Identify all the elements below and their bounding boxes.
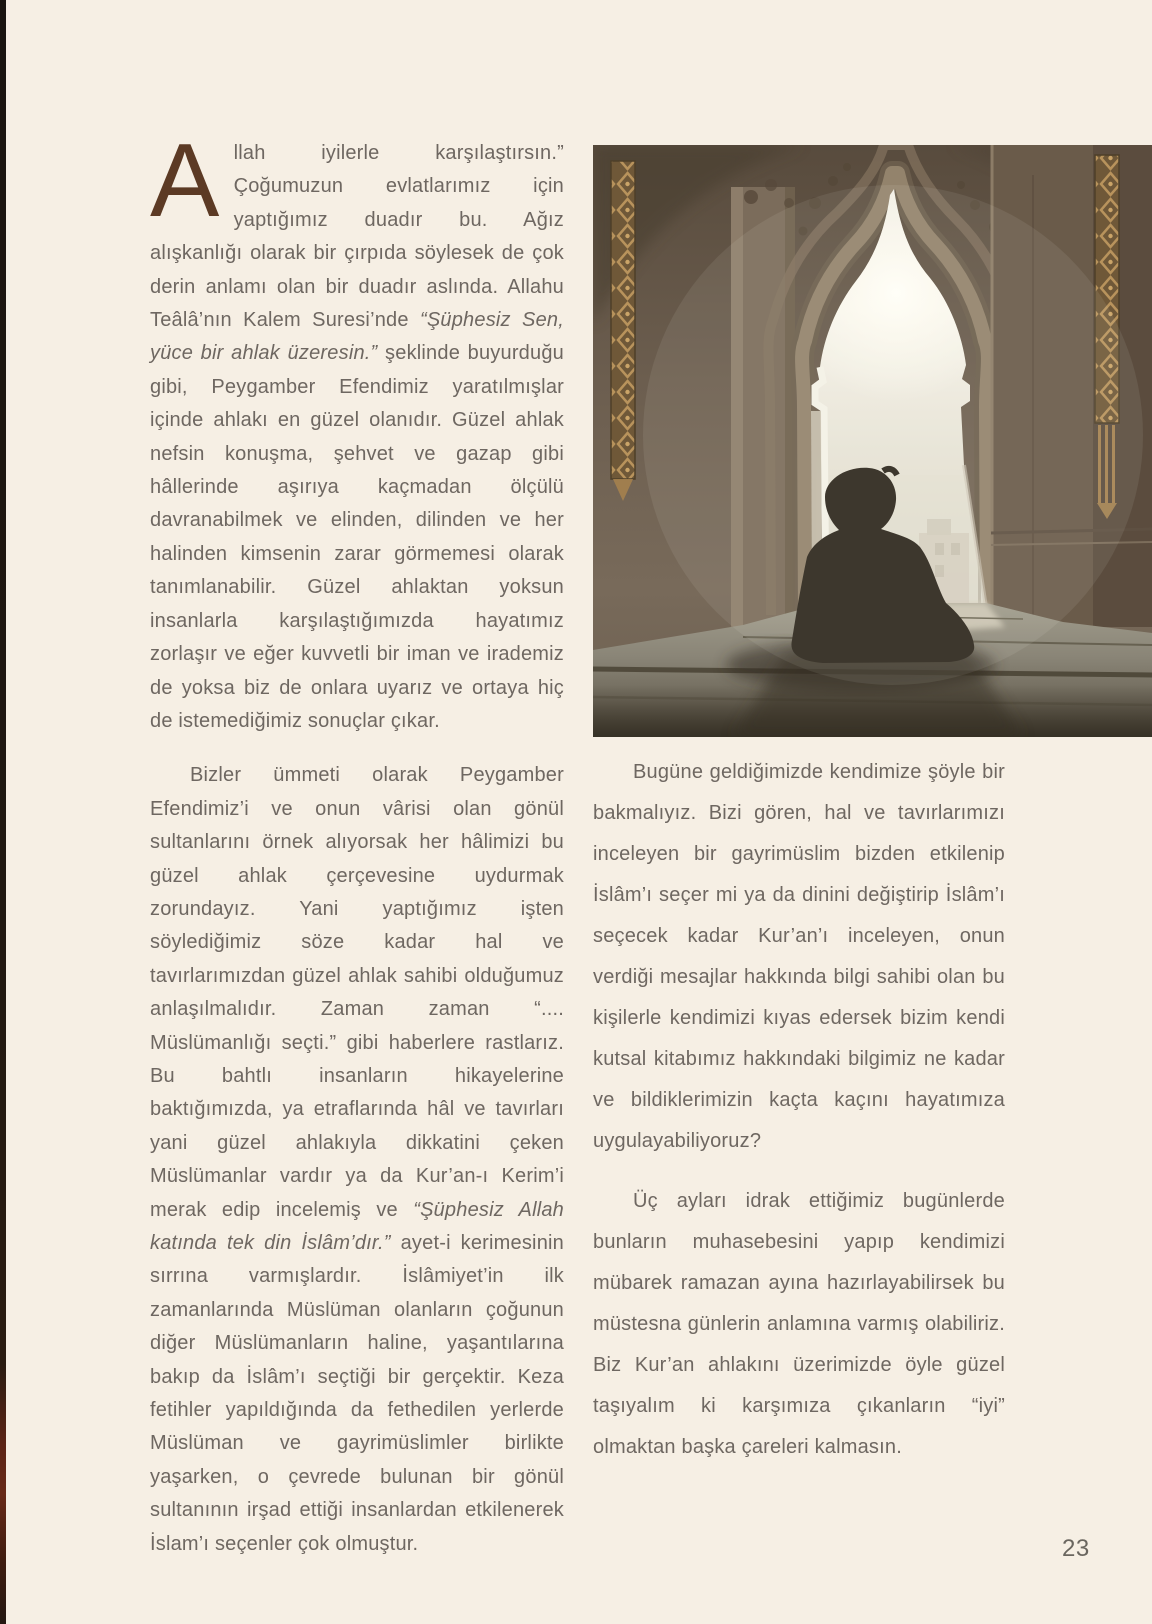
mosque-photo-illustration <box>593 145 1152 737</box>
left-gold-braid-ornament <box>611 161 635 501</box>
article-paragraph <box>593 752 1005 1162</box>
quoted-verse-italic: “Şüphesiz Sen, yüce bir ahlak üzeresin.” <box>150 309 564 365</box>
article-paragraph <box>150 759 564 1561</box>
body-text: ayet-i kerimesinin sırrına varmışlardır. İslâmiyet’in ilk zamanlarında Müslüman olanların çoğunun diğer Müslümanların haline, yaşantılarına bakıp da İslâm’ı seçtiği bir gerçektir. Keza fetihler yapıldığında da fethedilen yerlerde Müslüman ve gayrimüslimler birlikte yaşarken, o çevrede bulunan bir gönül sultanının irşad ettiği insanlardan etkilenerek İslam’ı seçenler çok olmuştur. <box>150 1232 564 1555</box>
body-text: Bizler ümmeti olarak Peygamber Efendimiz’i ve onun vârisi olan gönül sultanlarını örnek alıyorsak her hâlimizi bu güzel ahlak çerçevesine uydurmak zorundayız. Yani yaptığımız işten söylediğimiz söze kadar hal ve tavırlarımızdan güzel ahlak sahibi olduğumuz anlaşılmalıdır. Zaman zaman “.... Müslümanlığı seçti.” gibi haberlere rastlarız. Bu bahtlı insanların hikayelerine baktığımızda, ya etraflarında hâl ve tavırları yani güzel ahlakıyla dikkatini çeken Müslümanlar vardır ya da Kur’an-ı Kerim’i merak edip incelemiş ve <box>150 764 564 1221</box>
body-text: Üç ayları idrak ettiğimiz bugünlerde bunların muhasebesini yapıp kendimizi mübarek ramazan ayına hazırlayabilirsek bu müstesna günlerin anlamına varmış olabiliriz. Biz Kur’an ahlakını üzerimizde öyle güzel taşıyalım ki karşımıza çıkanların “iyi” olmaktan başka çareleri kalmasın. <box>593 1190 1005 1458</box>
body-text: llah iyilerle karşılaştırsın.” Çoğumuzun evlatlarımız için yaptığımız duadır bu. Ağız alışkanlığı olarak bir çırpıda söylesek de çok derin anlamı olan bir duadır aslında. Allahu Teâlâ’nın Kalem Suresi’nde <box>150 142 564 332</box>
left-text-column <box>150 123 565 1561</box>
page-number: 23 <box>1062 1535 1090 1562</box>
body-text: Bugüne geldiğimizde kendimize şöyle bir bakmalıyız. Bizi gören, hal ve tavırlarımızı inceleyen bir gayrimüslim bizden etkilenip İslâm’ı seçer mi ya da dinini değiştirip İslâm’ı seçecek kadar Kur’an’ı inceleyen, onun verdiği mesajlar hakkında bilgi sahibi olan bu kişilerle kendimizi kıyas edersek bizim kendi kutsal kitabımız hakkındaki bilgimiz ne kadar ve bildiklerimizin kaçta kaçını hayatımıza uygulayabiliyoruz? <box>593 761 1005 1152</box>
article-paragraph <box>593 1181 1005 1468</box>
body-text: şeklinde buyurduğu gibi, Peygamber Efendimiz yaratılmışlar içinde ahlakı en güzel olanıdır. Güzel ahlak nefsin konuşma, şehvet ve gazap gibi hâllerinde aşırıya kaçmadan ölçülü davranabilmek ve elinden, dilinden ve her halinden kimsenin zarar görmemesi olarak tanımlanabilir. Güzel ahlaktan yoksun insanlarla karşılaştığımızda hayatımız zorlaşır ve eğer kuvvetli bir iman ve irademiz de yoksa biz de onlara uyarız ve ortaya hiç de istemediğimiz sonuçlar çıkar. <box>150 342 564 732</box>
page-spine-edge <box>0 0 6 1624</box>
quoted-verse-italic: “Şüphesiz Allah katında tek din İslâm’dır.” <box>150 1198 565 1254</box>
drop-cap-letter: A <box>150 123 220 239</box>
right-text-column <box>593 752 1005 1468</box>
article-paragraph <box>150 123 564 738</box>
mosque-prayer-photo <box>593 145 1152 737</box>
